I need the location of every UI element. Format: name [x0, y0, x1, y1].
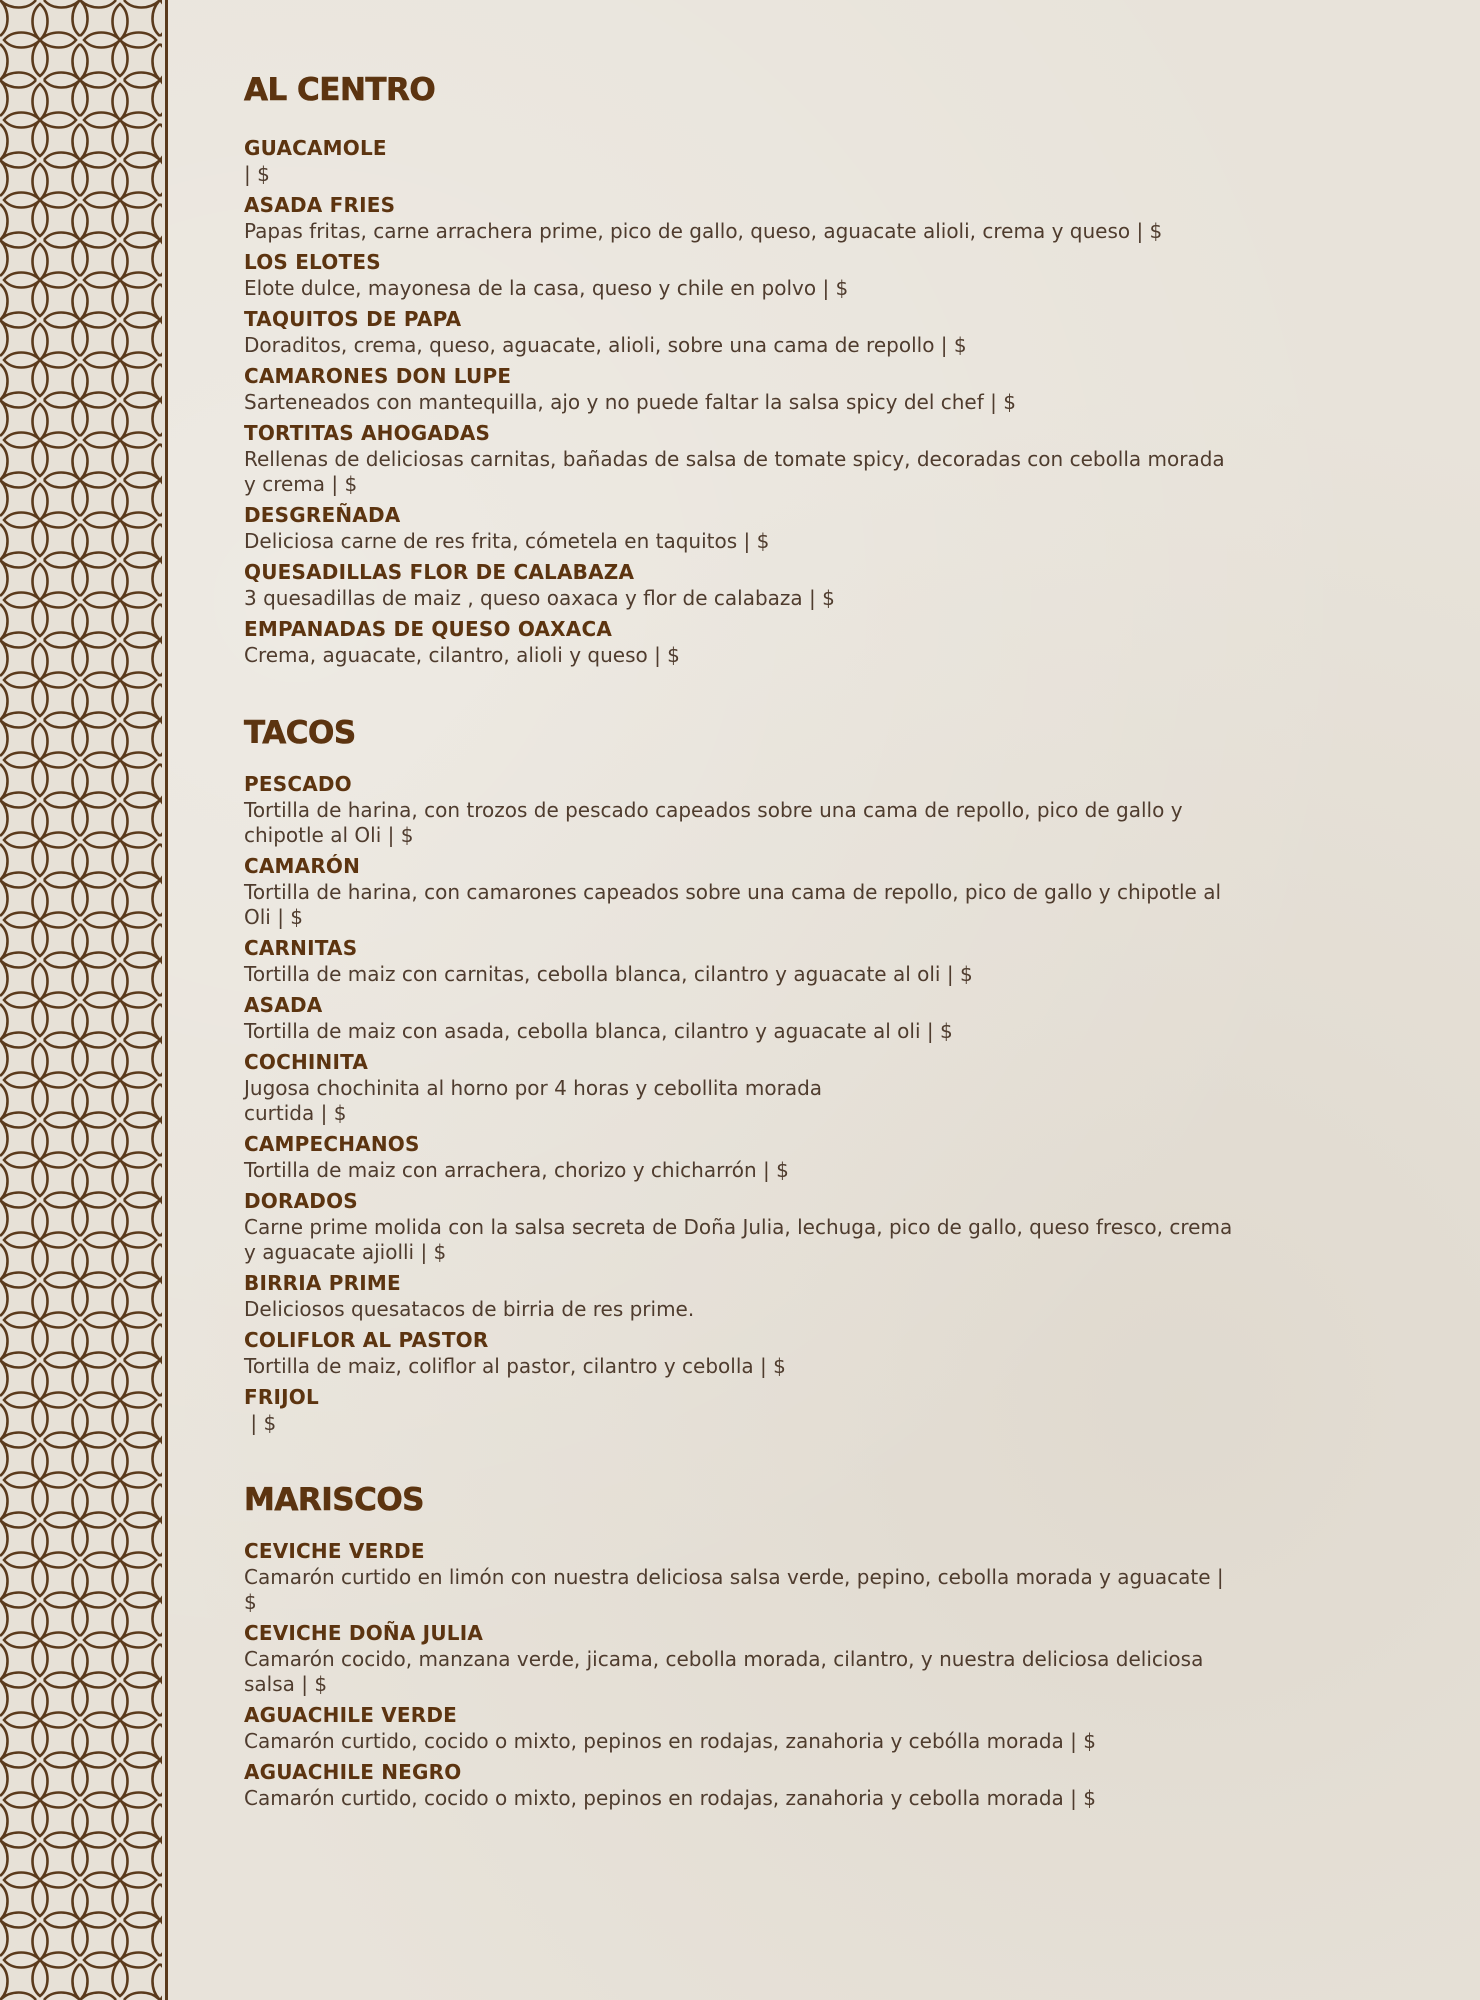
item-name: ASADA FRIES: [244, 193, 396, 217]
item-name: CARNITAS: [244, 936, 358, 960]
item-name: AGUACHILE NEGRO: [244, 1760, 462, 1784]
item-description: Crema, aguacate, cilantro, alioli y queso | $: [244, 643, 680, 667]
item-name: COLIFLOR AL PASTOR: [244, 1328, 489, 1352]
menu-item: [244, 1130, 1234, 1183]
item-description: Camarón cocido, manzana verde, jicama, cebolla morada, cilantro, y nuestra deliciosa deliciosa salsa | $: [244, 1647, 1204, 1696]
menu-item: [244, 1758, 1234, 1811]
menu-item: [244, 134, 1234, 187]
item-name: GUACAMOLE: [244, 136, 387, 160]
item-description: | $: [244, 1411, 277, 1435]
item-description: Deliciosa carne de res frita, cómetela en taquitos | $: [244, 529, 770, 553]
section-mariscos-items: [244, 1537, 1234, 1815]
item-description: Camarón curtido, cocido o mixto, pepinos en rodajas, zanahoria y cebolla morada | $: [244, 1786, 1096, 1810]
menu-item: [244, 615, 1234, 668]
item-name: BIRRIA PRIME: [244, 1271, 401, 1295]
menu-item: [244, 1326, 1234, 1379]
item-name: AGUACHILE VERDE: [244, 1703, 458, 1727]
menu-item: [244, 248, 1234, 301]
menu-item: [244, 558, 1234, 611]
item-name: EMPANADAS DE QUESO OAXACA: [244, 617, 613, 641]
item-description: Jugosa chochinita al horno por 4 horas y cebollita morada: [244, 1076, 823, 1100]
menu-item: [244, 191, 1234, 244]
section-al-centro-items: [244, 134, 1234, 672]
menu-item: [244, 362, 1234, 415]
item-name: TAQUITOS DE PAPA: [244, 307, 462, 331]
item-name: TORTITAS AHOGADAS: [244, 421, 491, 445]
item-name: DESGREÑADA: [244, 503, 401, 527]
item-description: Doraditos, crema, queso, aguacate, alioli, sobre una cama de repollo | $: [244, 333, 967, 357]
item-description: Papas fritas, carne arrachera prime, pico de gallo, queso, aguacate alioli, crema y queso | $: [244, 219, 1163, 243]
decorative-pattern-border: [0, 0, 168, 2000]
lattice-pattern-icon: [0, 0, 162, 2000]
item-name: CAMARONES DON LUPE: [244, 364, 512, 388]
item-description: Camarón curtido, cocido o mixto, pepinos en rodajas, zanahoria y cebólla morada | $: [244, 1729, 1096, 1753]
menu-item: [244, 1701, 1234, 1754]
menu-item: [244, 1537, 1234, 1615]
item-description: Tortilla de maiz con asada, cebolla blanca, cilantro y aguacate al oli | $: [244, 1019, 953, 1043]
item-name: DORADOS: [244, 1189, 358, 1213]
item-description: Sarteneados con mantequilla, ajo y no puede faltar la salsa spicy del chef | $: [244, 390, 1016, 414]
item-description: Elote dulce, mayonesa de la casa, queso y chile en polvo | $: [244, 276, 849, 300]
item-name: PESCADO: [244, 772, 352, 796]
menu-item: [244, 934, 1234, 987]
menu-item: [244, 1383, 1234, 1436]
item-name: CAMARÓN: [244, 854, 361, 878]
item-name: FRIJOL: [244, 1385, 319, 1409]
item-description: Camarón curtido en limón con nuestra deliciosa salsa verde, pepino, cebolla morada y aguacate | $: [244, 1565, 1224, 1614]
item-description-line-2: curtida | $: [244, 1101, 347, 1125]
menu-item: [244, 770, 1234, 848]
menu-item: [244, 501, 1234, 554]
item-description: 3 quesadillas de maiz , queso oaxaca y flor de calabaza | $: [244, 586, 835, 610]
item-name: COCHINITA: [244, 1050, 369, 1074]
item-description: Tortilla de harina, con camarones capeados sobre una cama de repollo, pico de gallo y chipotle al Oli | $: [244, 880, 1222, 929]
item-description: Rellenas de deliciosas carnitas, bañadas de salsa de tomate spicy, decoradas con cebolla morada y crema | $: [244, 447, 1225, 496]
item-name: LOS ELOTES: [244, 250, 381, 274]
menu-item: [244, 419, 1234, 497]
menu-item: [244, 991, 1234, 1044]
item-name: ASADA: [244, 993, 323, 1017]
menu-item: [244, 305, 1234, 358]
menu-item: [244, 852, 1234, 930]
item-description: Tortilla de maiz, coliflor al pastor, cilantro y cebolla | $: [244, 1354, 786, 1378]
item-name: QUESADILLAS FLOR DE CALABAZA: [244, 560, 635, 584]
item-description: Tortilla de maiz con carnitas, cebolla blanca, cilantro y aguacate al oli | $: [244, 962, 973, 986]
menu-item: [244, 1048, 1234, 1126]
section-title-mariscos: MARISCOS: [244, 1482, 425, 1518]
item-description: Tortilla de maiz con arrachera, chorizo y chicharrón | $: [244, 1158, 789, 1182]
menu-item: [244, 1187, 1234, 1265]
item-name: CEVICHE DOÑA JULIA: [244, 1621, 484, 1645]
section-tacos-items: [244, 770, 1234, 1440]
item-name: CEVICHE VERDE: [244, 1539, 425, 1563]
menu-item: [244, 1269, 1234, 1322]
item-description: | $: [244, 162, 270, 186]
item-description: Deliciosos quesatacos de birria de res prime.: [244, 1297, 695, 1321]
section-title-al-centro: AL CENTRO: [244, 72, 436, 108]
section-title-tacos: TACOS: [244, 715, 356, 751]
item-name: CAMPECHANOS: [244, 1132, 420, 1156]
menu-item: [244, 1619, 1234, 1697]
item-description: Tortilla de harina, con trozos de pescado capeados sobre una cama de repollo, pico de gallo y chipotle al Oli | $: [244, 798, 1183, 847]
item-description: Carne prime molida con la salsa secreta de Doña Julia, lechuga, pico de gallo, queso fresco, crema y aguacate ajiolli | $: [244, 1215, 1233, 1264]
